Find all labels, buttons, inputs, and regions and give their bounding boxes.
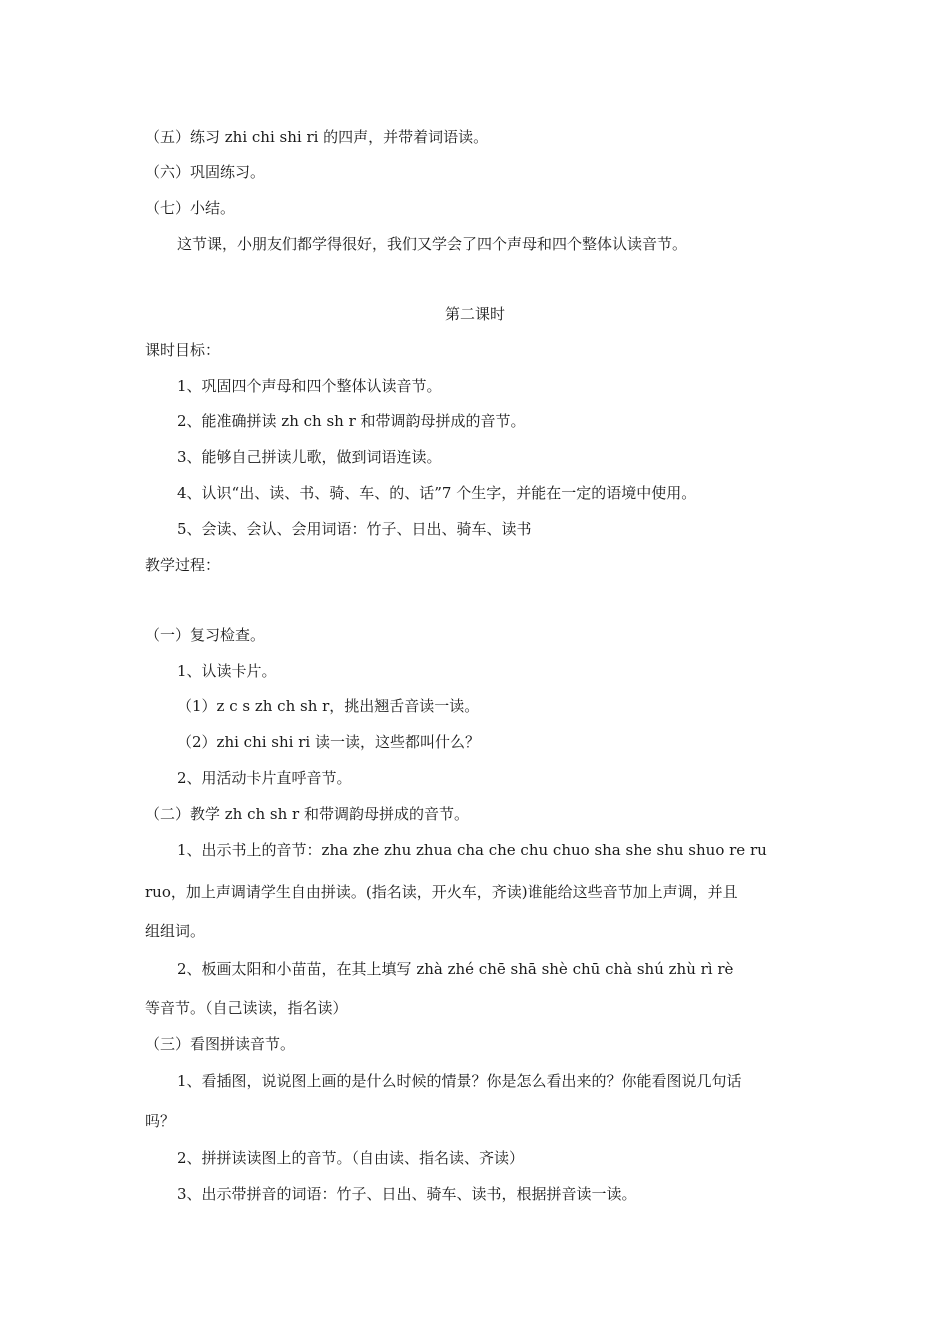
lesson-title: 第二课时 (444, 305, 505, 323)
goal-2: 2、能准确拼读 zh ch sh r 和带调韵母拼成的音节。 (177, 412, 526, 430)
section-2-para-1-line-1: 1、出示书上的音节：zha zhe zhu zhua cha che chu chuo sha she shu shuo re ru (177, 841, 767, 859)
section-2-para-2-line-2: 等音节。（自己读读，指名读） (145, 999, 348, 1017)
section-1-step-2: 2、用活动卡片直呼音节。 (177, 769, 352, 787)
process-heading: 教学过程： (145, 556, 221, 574)
goal-4: 4、认识“出、读、书、骑、车、的、话”7 个生字，并能在一定的语境中使用。 (177, 484, 697, 502)
goal-3: 3、能够自己拼读儿歌，做到词语连读。 (177, 448, 442, 466)
section-3-para-3: 3、出示带拼音的词语：竹子、日出、骑车、读书，根据拼音读一读。 (177, 1185, 637, 1203)
item-7: （七）小结。 (145, 199, 236, 217)
section-2-heading: （二）教学 zh ch sh r 和带调韵母拼成的音节。 (145, 805, 469, 823)
item-5: （五）练习 zhi chi shi ri 的四声，并带着词语读。 (145, 128, 489, 146)
section-3-heading: （三）看图拼读音节。 (145, 1035, 296, 1053)
goal-1: 1、巩固四个声母和四个整体认读音节。 (177, 377, 442, 395)
section-1-step-1a: （1）z c s zh ch sh r，挑出翘舌音读一读。 (177, 697, 480, 715)
goals-heading: 课时目标： (145, 341, 221, 359)
section-2-para-1-line-2: ruo，加上声调请学生自由拼读。(指名读，开火车，齐读)谁能给这些音节加上声调，并且 (145, 883, 738, 901)
section-2-para-2-line-1: 2、板画太阳和小苗苗，在其上填写 zhà zhé chē shā shè chū chà shú zhù rì rè (177, 960, 734, 978)
summary-paragraph: 这节课，小朋友们都学得很好，我们又学会了四个声母和四个整体认读音节。 (177, 235, 688, 253)
section-1-step-1b: （2）zhi chi shi ri 读一读，这些都叫什么？ (177, 733, 480, 751)
section-2-para-1-line-3: 组组词。 (145, 922, 206, 940)
section-3-para-2: 2、拼拼读读图上的音节。（自由读、指名读、齐读） (177, 1149, 525, 1167)
section-1-heading: （一）复习检查。 (145, 626, 266, 644)
item-6: （六）巩固练习。 (145, 163, 266, 181)
section-3-para-1-line-1: 1、看插图，说说图上画的是什么时候的情景？你是怎么看出来的？你能看图说几句话 (177, 1072, 742, 1090)
section-1-step-1: 1、认读卡片。 (177, 662, 277, 680)
section-3-para-1-line-2: 吗？ (145, 1112, 176, 1130)
goal-5: 5、会读、会认、会用词语：竹子、日出、骑车、读书 (177, 520, 532, 538)
